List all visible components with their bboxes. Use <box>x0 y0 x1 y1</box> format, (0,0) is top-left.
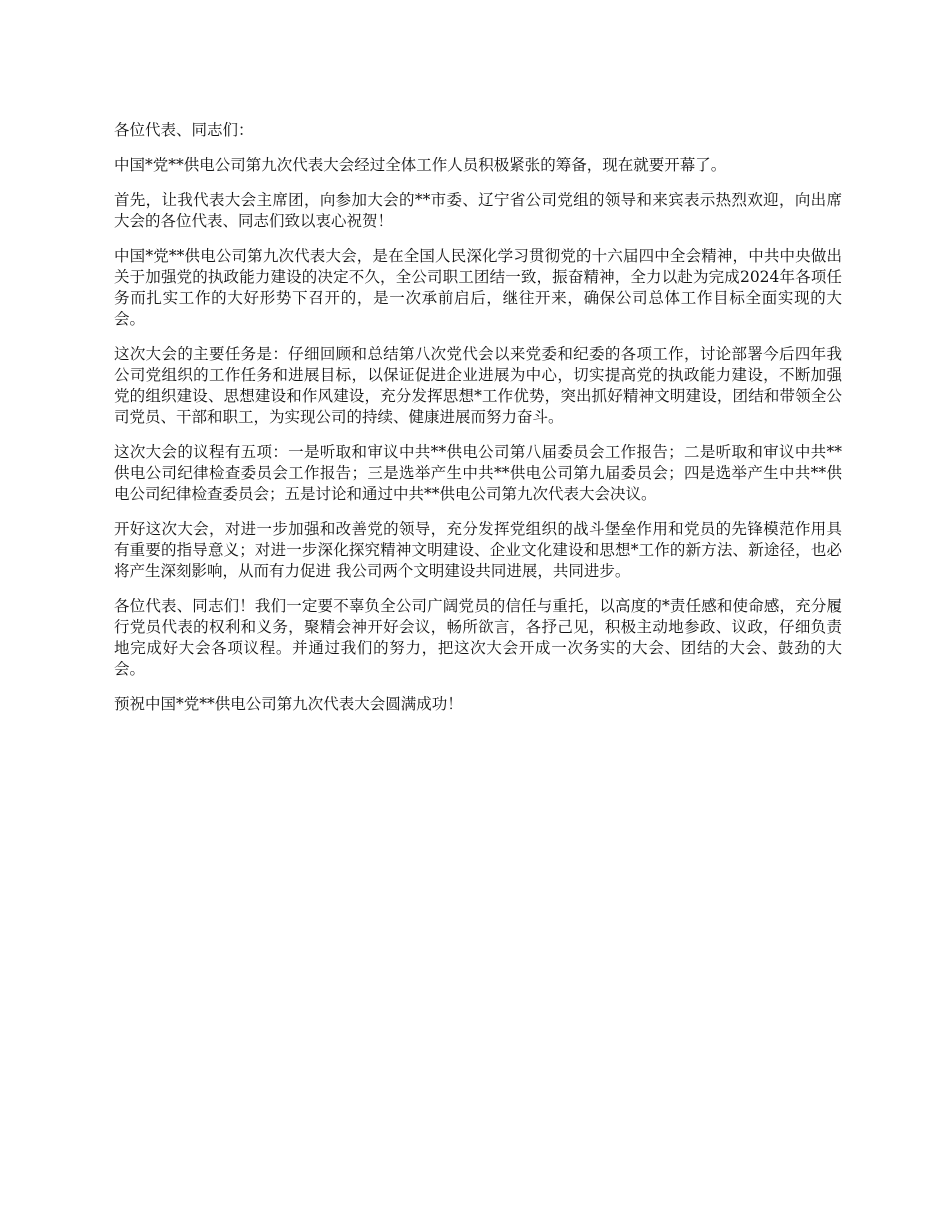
paragraph-opening: 中国*党**供电公司第九次代表大会经过全体工作人员积极紧张的筹备，现在就要开幕了。 <box>114 156 727 174</box>
paragraph-welcome: 首先，让我代表大会主席团，向参加大会的**市委、辽宁省公司党组的领导和来宾表示热烈欢迎，向出席大会的各位代表、同志们致以衷心祝贺！ <box>114 191 842 230</box>
salutation: 各位代表、同志们： <box>114 121 254 139</box>
paragraph-agenda: 这次大会的议程有五项：一是听取和审议中共**供电公司第八届委员会工作报告；二是听取和审议中共**供电公司纪律检查委员会工作报告；三是选举产生中共**供电公司第九届委员会；四是选举产生中共**供电公司纪律检查委员会；五是讨论和通过中共**供电公司第九次代表大会决议。 <box>114 443 842 503</box>
paragraph-main-tasks: 这次大会的主要任务是：仔细回顾和总结第八次党代会以来党委和纪委的各项工作，讨论部署今后四年我公司党组织的工作任务和进展目标，以保证促进企业进展为中心，切实提高党的执政能力建设，不断加强党的组织建设、思想建设和作风建设，充分发挥思想*工作优势，突出抓好精神文明建设，团结和带领全公司党员、干部和职工，为实现公司的持续、健康进展而努力奋斗。 <box>114 345 842 426</box>
paragraph-closing-wish: 预祝中国*党**供电公司第九次代表大会圆满成功！ <box>114 695 463 713</box>
document-body <box>114 120 842 729</box>
paragraph-significance: 开好这次大会，对进一步加强和改善党的领导，充分发挥党组织的战斗堡垒作用和党员的先锋模范作用具有重要的指导意义；对进一步深化探究精神文明建设、企业文化建设和思想*工作的新方法、新途径，也必将产生深刻影响，从而有力促进 我公司两个文明建设共同进展，共同进步。 <box>114 520 842 580</box>
paragraph-background: 中国*党**供电公司第九次代表大会，是在全国人民深化学习贯彻党的十六届四中全会精神，中共中央做出关于加强党的执政能力建设的决定不久，全公司职工团结一致，振奋精神，全力以赴为完成2024年各项任务而扎实工作的大好形势下召开的，是一次承前启后，继往开来，确保公司总体工作目标全面实现的大会。 <box>114 247 842 328</box>
paragraph-call-to-action: 各位代表、同志们！我们一定要不辜负全公司广阔党员的信任与重托，以高度的*责任感和使命感，充分履行党员代表的权利和义务，聚精会神开好会议，畅所欲言，各抒己见，积极主动地参政、议政，仔细负责地完成好大会各项议程。并通过我们的努力，把这次大会开成一次务实的大会、团结的大会、鼓劲的大会。 <box>114 597 842 678</box>
